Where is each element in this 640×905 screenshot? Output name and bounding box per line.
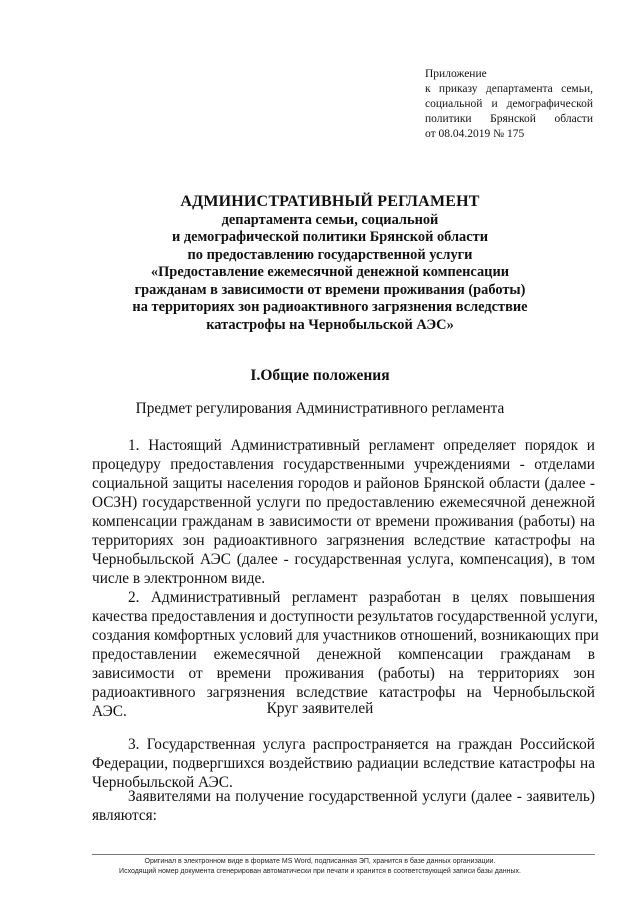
text-line: ОСЗН) государственной услуги по предоставлению ежемесячной денежной [92, 494, 595, 511]
title-line: и демографической политики Брянской области [171, 229, 489, 245]
text-line: 2. Административный регламент разработан в целях повышения [128, 589, 595, 606]
title-line: «Предоставление ежемесячной денежной компенсации [150, 264, 510, 280]
appendix-line: Приложение [425, 68, 487, 80]
appendix-line: социальной и демографической [425, 98, 593, 110]
text-line: зависимости от времени проживания (работы) на территориях зон [92, 665, 595, 682]
title-line: катастрофы на Чернобыльской АЭС» [206, 316, 454, 333]
text-line: предоставлении ежемесячной денежной компенсации гражданам в [92, 646, 595, 663]
text-line: территориях зон радиоактивного загрязнения вследствие катастрофы на [92, 532, 595, 549]
subject-heading: Предмет регулирования Административного регламента [135, 400, 505, 417]
text-line: Заявителями на получение государственной услуги (далее - заявитель) [128, 788, 595, 805]
appendix-note [425, 67, 593, 142]
text-line: 3. Государственная услуга распространяется на граждан Российской [128, 736, 595, 753]
title-line: департамента семьи, социальной [221, 211, 439, 228]
text-line: Чернобыльской АЭС. [92, 774, 233, 791]
paragraph-3 [92, 735, 595, 792]
title-line: на территориях зон радиоактивного загрязнения вследствие [132, 299, 528, 315]
section-title: I.Общие положения [250, 367, 390, 384]
text-line: Чернобыльской АЭС (далее - государственная услуга, компенсация), в том [92, 551, 595, 568]
text-line: процедуру предоставления государственными учреждениями - отделами [92, 456, 595, 473]
text-line: 1. Настоящий Административный регламент определяет порядок и [128, 437, 595, 454]
text-line: Федерации, подвергшихся воздействию радиации вследствие катастрофы на [92, 755, 595, 772]
paragraph-4 [92, 787, 595, 825]
paragraph-1 [92, 436, 595, 588]
text-line: радиоактивного загрязнения вследствие катастрофы на Чернобыльской [92, 684, 595, 701]
title-line: гражданам в зависимости от времени проживания (работы) [134, 281, 526, 298]
text-line: числе в электронном виде. [92, 570, 266, 587]
text-line: являются: [92, 807, 157, 824]
appendix-line: от 08.04.2019 № 175 [425, 128, 525, 140]
appendix-line: политики Брянской области [425, 113, 593, 125]
title-line: по предоставлению государственной услуги [187, 246, 473, 263]
footer-note: Оригинал в электронном виде в формате MS Word, подписанная ЭП, хранится в базе данных организации. [144, 858, 496, 865]
text-line: АЭС. [92, 703, 127, 720]
text-line: социальной защиты населения городов и районов Брянской области (далее - [92, 475, 595, 492]
applicants-heading: Круг заявителей [266, 700, 374, 717]
title-main: АДМИНИСТРАТИВНЫЙ РЕГЛАМЕНТ [180, 193, 480, 210]
text-line: компенсации гражданам в зависимости от времени проживания (работы) на [92, 513, 595, 530]
text-line: качества предоставления и доступности результатов государственной услуги, [92, 608, 598, 625]
text-line: создания комфортных условий для участников отношений, возникающих при [92, 627, 599, 644]
footer-note: Исходящий номер документа сгенерирован автоматически при печати и хранится в соответствующей записи базы данных. [119, 868, 521, 875]
document-title [80, 193, 580, 334]
appendix-line: к приказу департамента семьи, [425, 83, 593, 95]
footer-divider [92, 854, 595, 855]
